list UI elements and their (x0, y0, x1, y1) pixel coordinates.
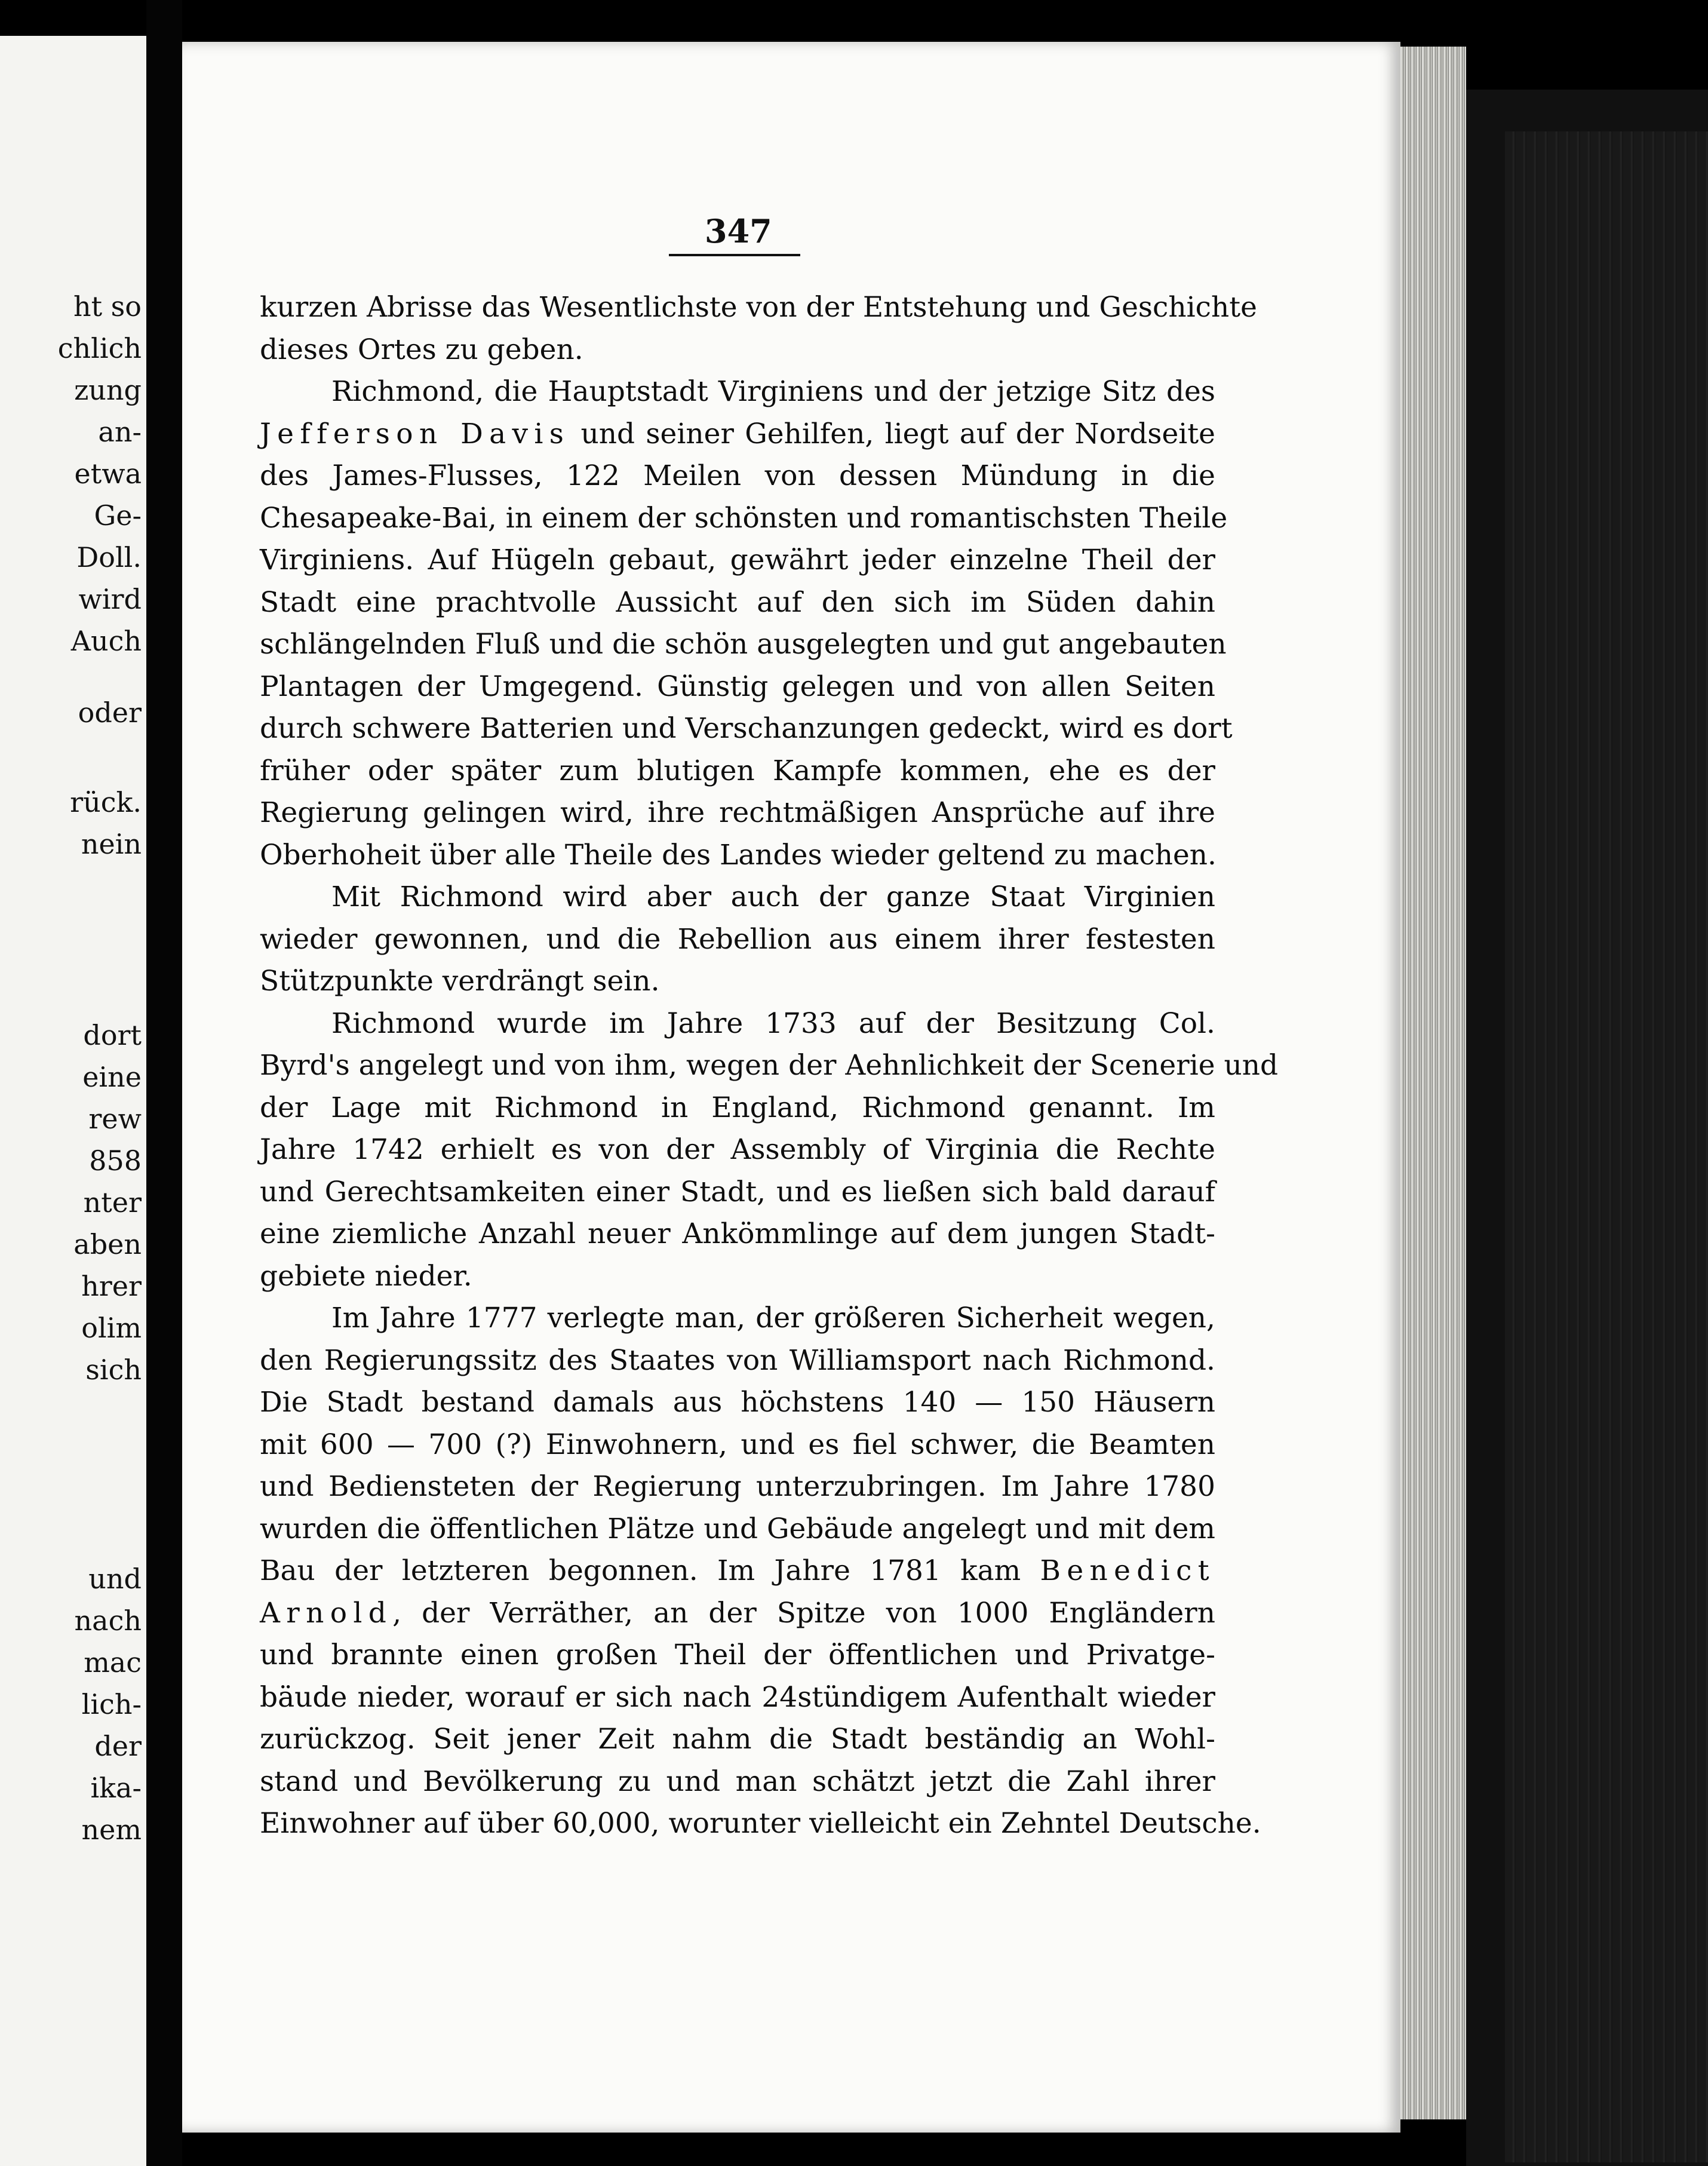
fragment-line: zung (74, 374, 142, 406)
text-line: Einwohner auf über 60,000, worunter vielleicht ein Zehntel Deutsche. (260, 1807, 1261, 1840)
text-line: gebiete nieder. (260, 1259, 472, 1293)
text-line: Die Stadt bestand damals aus höchstens 140 — 150 Häusern (260, 1386, 1215, 1419)
text-line: Mit Richmond wird aber auch der ganze Staat Virginien (331, 880, 1215, 913)
text-line: des James-Flusses, 122 Meilen von dessen Mündung in die (260, 459, 1215, 492)
fragment-line: lich- (81, 1688, 142, 1720)
page-number: 347 (705, 212, 772, 250)
text-span: , der Verräther, an der Spitze von 1000 Engländern (392, 1596, 1215, 1630)
fragment-line: etwa (74, 458, 142, 490)
text-line: kurzen Abrisse das Wesentlichste von der Entstehung und Geschichte (260, 291, 1257, 324)
text-line: und Bediensteten der Regierung unterzubringen. Im Jahre 1780 (260, 1470, 1215, 1503)
page-edges (1400, 47, 1466, 2119)
fragment-line: an- (98, 416, 142, 448)
text-line: Stadt eine prachtvolle Aussicht auf den sich im Süden dahin (260, 585, 1215, 619)
fragment-line: aben (73, 1228, 142, 1260)
text-line (260, 1593, 1215, 1635)
fragment-line: nein (81, 828, 142, 860)
text-line: Im Jahre 1777 verlegte man, der größeren Sicherheit wegen, (331, 1302, 1215, 1334)
text-line: Byrd's angelegt und von ihm, wegen der Aehnlichkeit der Scenerie und (260, 1049, 1279, 1082)
body-text (260, 287, 1279, 1845)
fragment-line: Doll. (76, 541, 142, 573)
text-span: und seiner Gehilfen, liegt auf der Nordseite (570, 417, 1215, 450)
text-line: Richmond, die Hauptstadt Virginiens und der jetzige Sitz des (331, 375, 1215, 408)
fragment-line: sich (85, 1354, 142, 1386)
text-line: Oberhoheit über alle Theile des Landes wieder geltend zu machen. (260, 838, 1217, 872)
fragment-line: ht so (73, 290, 142, 323)
text-line: Jahre 1742 erhielt es von der Assembly of Virginia die Rechte (260, 1133, 1215, 1166)
text-line: wurden die öffentlichen Plätze und Gebäude angelegt und mit dem (260, 1512, 1215, 1545)
text-line: mit 600 — 700 (?) Einwohnern, und es fiel schwer, die Beamten (260, 1428, 1215, 1461)
spaced-name-benedict: Benedict (1040, 1554, 1215, 1587)
text-line: dieses Ortes zu geben. (260, 333, 583, 366)
text-line: bäude nieder, worauf er sich nach 24stündigem Aufenthalt wieder (260, 1680, 1215, 1714)
text-span: Bau der letzteren begonnen. Im Jahre 1781 kam (260, 1554, 1040, 1587)
text-line: Virginiens. Auf Hügeln gebaut, gewährt jeder einzelne Theil der (260, 544, 1215, 576)
text-line: der Lage mit Richmond in England, Richmond genannt. Im (260, 1091, 1215, 1124)
text-line (260, 1550, 1215, 1593)
spaced-name-arnold: Arnold (260, 1596, 393, 1630)
fragment-line: mac (84, 1646, 142, 1679)
text-line: schlängelnden Fluß und die schön ausgelegten und gut angebauten (260, 628, 1227, 661)
text-line: wieder gewonnen, und die Rebellion aus einem ihrer festesten (260, 922, 1215, 956)
fragment-line: 858 (89, 1145, 142, 1177)
text-line: stand und Bevölkerung zu und man schätzt jetzt die Zahl ihrer (260, 1765, 1215, 1798)
text-line (260, 413, 1215, 456)
fragment-line: chlich (57, 332, 142, 364)
fragment-line: hrer (81, 1270, 142, 1302)
text-line: durch schwere Batterien und Verschanzungen gedeckt, wird es dort (260, 712, 1233, 745)
text-line: den Regierungssitz des Staates von Williamsport nach Richmond. (260, 1343, 1215, 1377)
fragment-line: Ge- (94, 499, 142, 532)
fragment-line: rück. (70, 786, 142, 818)
fragment-line: eine (82, 1061, 142, 1093)
fragment-line: olim (81, 1312, 142, 1344)
text-line: früher oder später zum blutigen Kampfe kommen, ehe es der (260, 754, 1215, 787)
text-line: Regierung gelingen wird, ihre rechtmäßigen Ansprüche auf ihre (260, 796, 1215, 829)
fragment-line: wird (78, 583, 142, 615)
text-line: und brannte einen großen Theil der öffentlichen und Privatge- (260, 1639, 1215, 1671)
fragment-line: Auch (70, 625, 142, 657)
text-line: zurückzog. Seit jener Zeit nahm die Stadt beständig an Wohl- (260, 1723, 1215, 1756)
previous-page-fragment (0, 36, 146, 2166)
spaced-name-jefferson-davis: Jefferson Davis (260, 417, 570, 450)
fragment-line: ika- (90, 1772, 142, 1804)
fragment-line: dort (83, 1019, 142, 1051)
book-gutter (146, 0, 182, 2166)
text-line: Plantagen der Umgegend. Günstig gelegen und von allen Seiten (260, 670, 1215, 703)
fragment-line: der (94, 1730, 142, 1762)
fragment-line: rew (88, 1103, 142, 1135)
fragment-line: oder (78, 697, 142, 729)
fragment-line: und (88, 1563, 142, 1595)
text-line: und Gerechtsamkeiten einer Stadt, und es ließen sich bald darauf (260, 1175, 1215, 1208)
text-line: eine ziemliche Anzahl neuer Ankömmlinge auf dem jungen Stadt- (260, 1217, 1215, 1250)
header-rule (669, 254, 800, 256)
text-line: Richmond wurde im Jahre 1733 auf der Besitzung Col. (331, 1007, 1215, 1040)
cover-texture (1505, 131, 1708, 2162)
fragment-line: nach (74, 1604, 142, 1637)
fragment-line: nem (81, 1814, 142, 1846)
fragment-line: nter (83, 1186, 142, 1219)
previous-page-text-fragments (0, 36, 142, 2166)
text-line: Chesapeake-Bai, in einem der schönsten und romantischsten Theile (260, 501, 1228, 535)
text-line: Stützpunkte verdrängt sein. (260, 965, 660, 998)
